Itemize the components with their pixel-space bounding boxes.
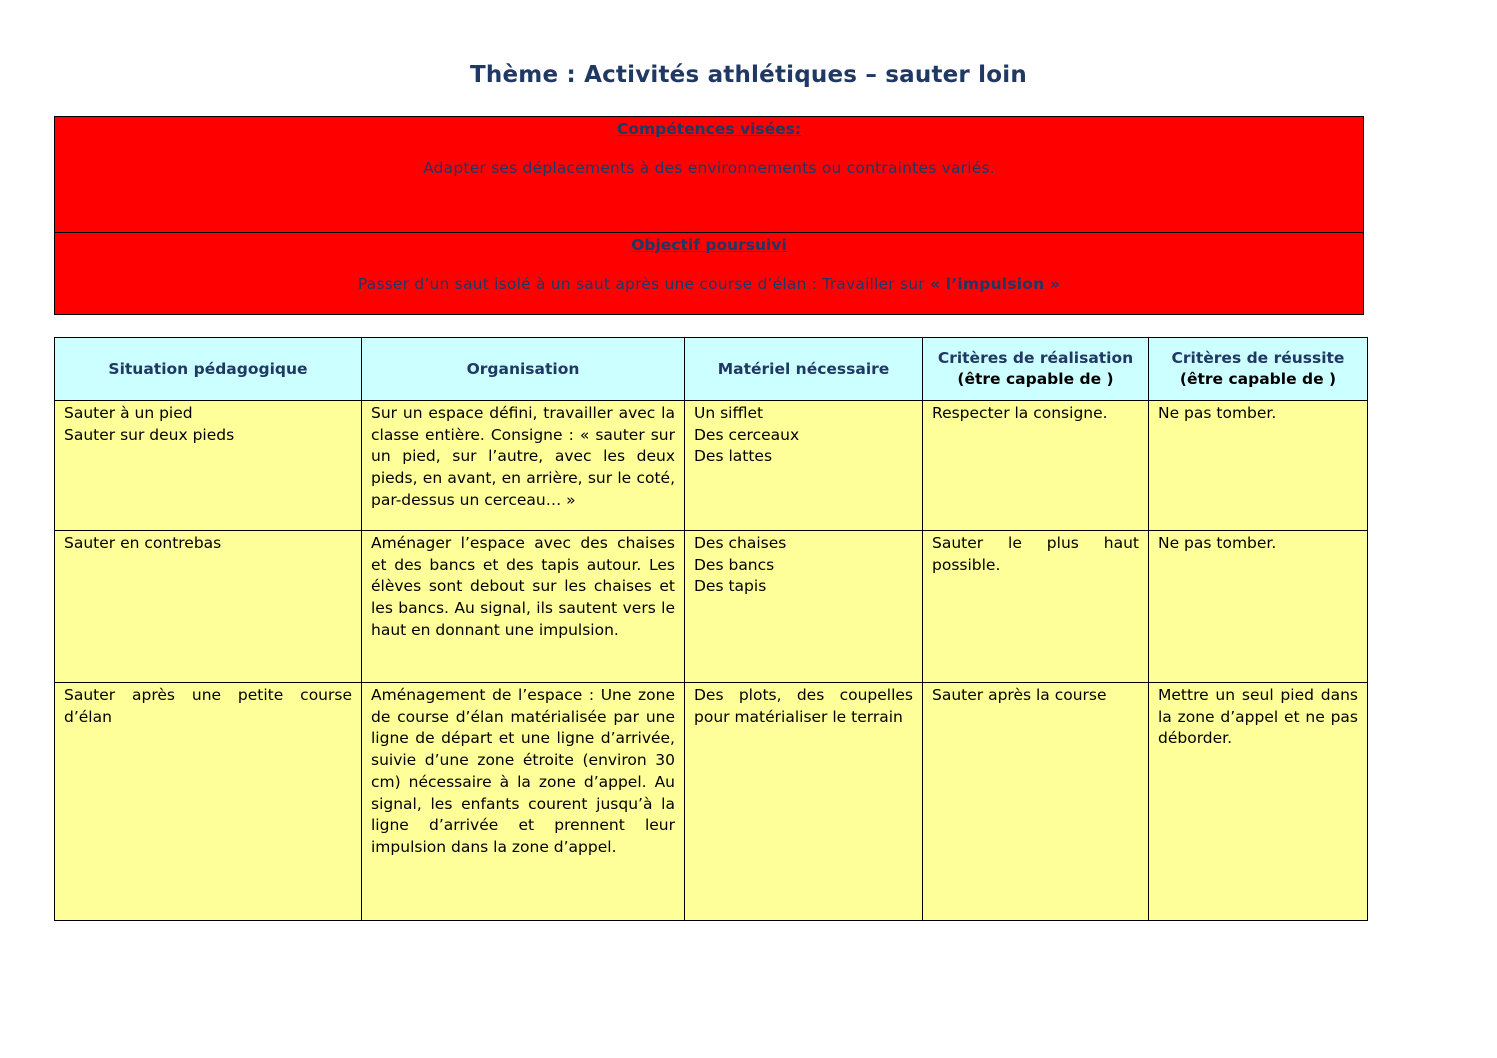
situation-line: Sauter sur deux pieds	[64, 425, 235, 444]
cell-materiel	[685, 683, 923, 921]
header-reussite-note: (être capable de )	[1179, 370, 1337, 388]
objectif-text	[55, 275, 1363, 293]
table-row	[55, 531, 1368, 683]
cell-materiel	[685, 401, 923, 531]
cell-situation	[55, 683, 362, 921]
materiel-item: Des plots, des coupelles pour matérialiser le terrain	[694, 686, 913, 726]
competences-heading: Compétences visées:	[616, 120, 802, 138]
materiel-item: Des lattes	[694, 447, 773, 466]
cell-situation	[55, 401, 362, 531]
cell-realisation: Respecter la consigne.	[923, 401, 1149, 531]
cell-organisation: Aménagement de l’espace : Une zone de course d’élan matérialisée par une ligne de départ et une ligne d’arrivée, suivie d’une zone étroite (environ 30 cm) nécessaire à la zone d’appel. Au signal, les enfants courent jusqu’à la ligne d’arrivée et prennent leur impulsion dans la zone d’appel.	[362, 683, 685, 921]
materiel-item: Un sifflet	[694, 404, 764, 422]
activities-table	[54, 337, 1368, 921]
cell-materiel	[685, 531, 923, 683]
cell-organisation: Aménager l’espace avec des chaises et des bancs et des tapis autour. Les élèves sont debout sur les chaises et les bancs. Au signal, ils sautent vers le haut en donnant une impulsion.	[362, 531, 685, 683]
materiel-item: Des cerceaux	[694, 425, 800, 444]
header-reussite	[1149, 338, 1368, 401]
header-realisation-title: Critères de réalisation	[937, 349, 1134, 367]
cell-reussite: Ne pas tomber.	[1149, 531, 1368, 683]
cell-reussite: Ne pas tomber.	[1149, 401, 1368, 531]
materiel-item: Des tapis	[694, 577, 767, 596]
cell-realisation: Sauter le plus haut possible.	[923, 531, 1149, 683]
cell-realisation: Sauter après la course	[923, 683, 1149, 921]
competences-section	[55, 117, 1363, 233]
objectif-text-main: Passer d’un saut isolé à un saut après une course d’élan : Travailler sur	[357, 275, 930, 293]
materiel-item: Des chaises	[694, 534, 787, 552]
cell-reussite: Mettre un seul pied dans la zone d’appel et ne pas déborder.	[1149, 683, 1368, 921]
materiel-item: Des bancs	[694, 555, 775, 574]
table-row	[55, 683, 1368, 921]
objectif-section	[55, 233, 1363, 314]
page-title: Thème : Activités athlétiques – sauter loin	[470, 62, 1027, 88]
objectif-heading: Objectif poursuivi	[631, 236, 787, 254]
cell-organisation: Sur un espace défini, travailler avec la classe entière. Consigne : « sauter sur un pied, sur l’autre, avec les deux pieds, en avant, en arrière, sur le coté, par-dessus un cerceau… »	[362, 401, 685, 531]
table-header-row	[55, 338, 1368, 401]
cell-situation	[55, 531, 362, 683]
situation-line: Sauter en contrebas	[64, 534, 222, 552]
header-situation: Situation pédagogique	[55, 338, 362, 401]
objectif-text-emphasis: « l’impulsion »	[930, 275, 1061, 293]
header-realisation	[923, 338, 1149, 401]
table-row	[55, 401, 1368, 531]
competences-text: Adapter ses déplacements à des environnements ou contraintes variés.	[423, 159, 995, 177]
objectives-box	[54, 116, 1364, 315]
situation-line: Sauter à un pied	[64, 404, 193, 422]
situation-line: Sauter après une petite course d’élan	[64, 686, 352, 726]
header-materiel: Matériel nécessaire	[685, 338, 923, 401]
header-organisation: Organisation	[362, 338, 685, 401]
header-realisation-note: (être capable de )	[957, 370, 1114, 388]
header-reussite-title: Critères de réussite	[1171, 349, 1345, 367]
